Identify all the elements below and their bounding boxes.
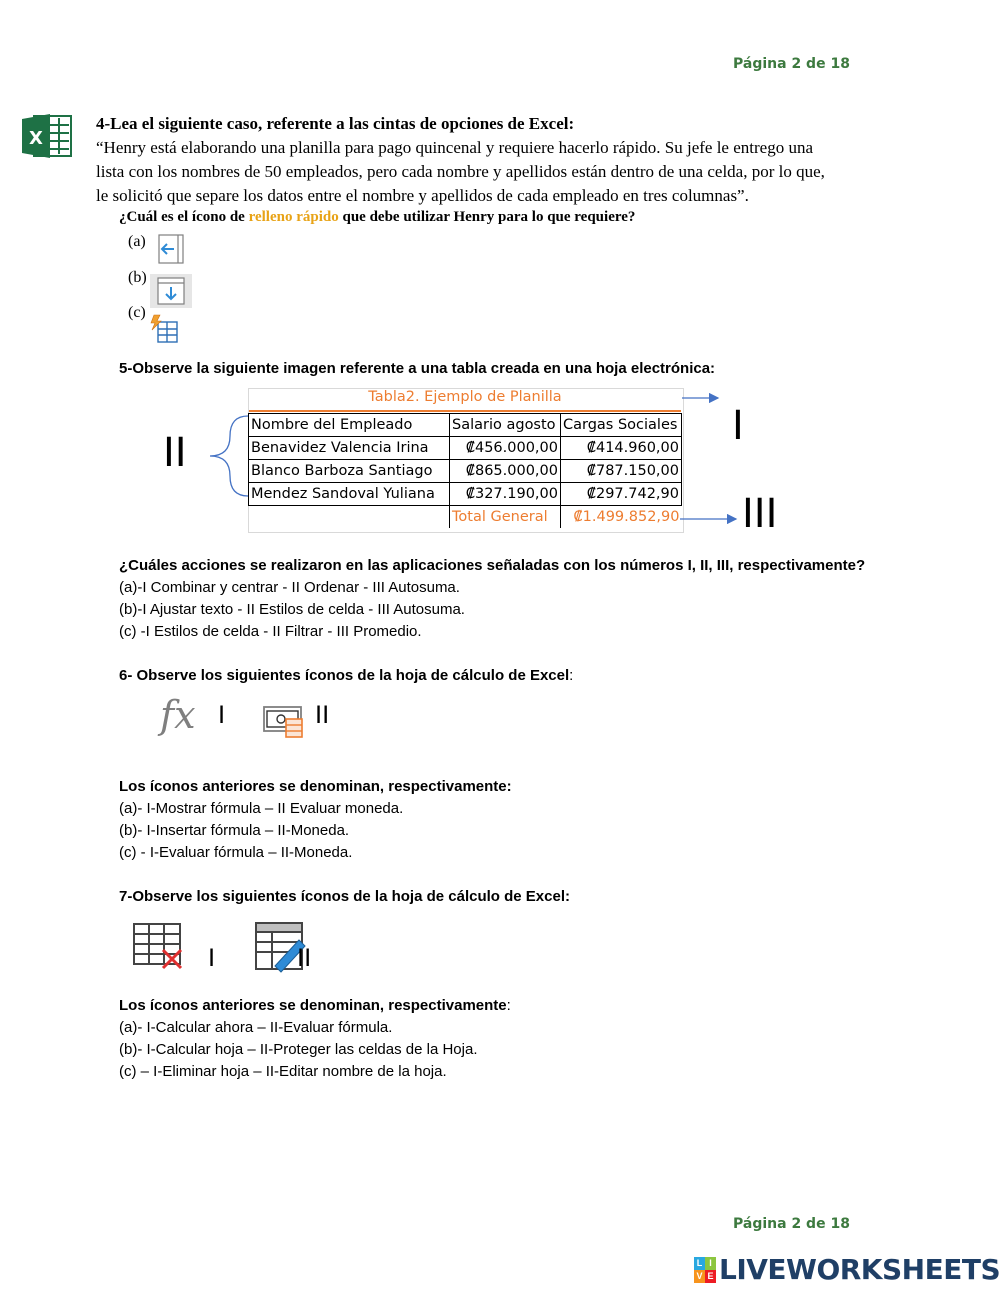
flash-fill-left-icon[interactable] (156, 233, 186, 265)
q7-subtitle (119, 997, 511, 1014)
total-value: ₡1.499.852,90 (561, 506, 682, 529)
q7-subtitle-colon: : (506, 997, 511, 1014)
q6-title-colon: : (569, 667, 574, 684)
q7-option-c: (c) – I-Eliminar hoja – II-Editar nombre de la hoja. (119, 1063, 447, 1080)
annotation-arrows (200, 390, 760, 535)
table-cell: ₡297.742,90 (561, 483, 682, 506)
delete-sheet-icon (131, 920, 187, 972)
q6-option-b: (b)- I-Insertar fórmula – II-Moneda. (119, 822, 350, 839)
currency-format-icon (263, 704, 307, 740)
table-cell: ₡327.190,00 (450, 483, 561, 506)
header-cell: Salario agosto (450, 414, 561, 437)
page-number-bottom: Página 2 de 18 (733, 1216, 850, 1232)
q6-label-i: I (218, 701, 226, 729)
q4-question-post: que debe utilizar Henry para lo que requiere? (338, 209, 636, 225)
planilla-table-title: Tabla2. Ejemplo de Planilla (368, 389, 562, 405)
q7-label-i: I (208, 944, 216, 972)
q4-option-c-label: (c) (128, 304, 146, 321)
q4-title: 4-Lea el siguiente caso, referente a las cintas de opciones de Excel: (96, 114, 575, 133)
table-cell: ₡787.150,00 (561, 460, 682, 483)
fill-down-icon[interactable] (150, 274, 192, 308)
label-i: I (732, 403, 744, 449)
q5-option-b: (b)-I Ajustar texto - II Estilos de celda - III Autosuma. (119, 601, 465, 618)
liveworksheets-logo-text: LIVEWORKSHEETS (719, 1253, 1000, 1286)
svg-text:X: X (29, 128, 43, 149)
q6-subtitle: Los íconos anteriores se denominan, respectivamente: (119, 778, 512, 795)
label-iii: III (742, 491, 778, 537)
q5-option-c: (c) -I Estilos de celda - II Filtrar - III Promedio. (119, 623, 422, 640)
q4-option-b-label: (b) (128, 269, 147, 286)
q4-question (119, 209, 635, 226)
label-ii: II (163, 430, 187, 476)
q4-question-pre: ¿Cuál es el ícono de (119, 209, 249, 225)
q6-label-ii: II (315, 701, 330, 729)
table-cell: ₡865.000,00 (450, 460, 561, 483)
excel-logo-icon (20, 113, 74, 159)
flash-fill-grid-icon[interactable] (148, 314, 180, 346)
q6-option-c: (c) - I-Evaluar fórmula – II-Moneda. (119, 844, 353, 861)
table-cell: ₡414.960,00 (561, 437, 682, 460)
q6-title (119, 667, 573, 684)
q4-text-line-1: “Henry está elaborando una planilla para pago quincenal y requiere hacerlo rápido. Su jefe le entrego una (96, 138, 813, 157)
q7-label-ii: II (297, 944, 312, 972)
q4-option-a-label: (a) (128, 233, 146, 250)
q7-title: 7-Observe los siguientes íconos de la hoja de cálculo de Excel: (119, 888, 570, 905)
table-cell: Mendez Sandoval Yuliana (249, 483, 450, 506)
liveworksheets-badge: L I V E (694, 1257, 716, 1283)
brace-label-ii (210, 416, 248, 496)
q7-subtitle-text: Los íconos anteriores se denominan, respectivamente (119, 997, 507, 1014)
q7-option-b: (b)- I-Calcular hoja – II-Proteger las celdas de la Hoja. (119, 1041, 478, 1058)
page-number-top: Página 2 de 18 (733, 56, 850, 72)
table-cell: ₡456.000,00 (450, 437, 561, 460)
q5-title: 5-Observe la siguiente imagen referente a una tabla creada en una hoja electrónica: (119, 360, 716, 377)
q4-text-line-2: lista con los nombres de 50 empleados, pero cada nombre y apellidos están dentro de una celda, por lo que, (96, 162, 825, 181)
header-cell: Nombre del Empleado (249, 414, 450, 437)
header-cell: Cargas Sociales (561, 414, 682, 437)
q5-question: ¿Cuáles acciones se realizaron en las aplicaciones señaladas con los números I, II, III, respectivamente? (119, 557, 866, 574)
q4-question-highlight: relleno rápido (248, 209, 339, 225)
q6-option-a: (a)- I-Mostrar fórmula – II Evaluar moneda. (119, 800, 404, 817)
q5-option-a: (a)-I Combinar y centrar - II Ordenar - III Autosuma. (119, 579, 460, 596)
q7-option-a: (a)- I-Calcular ahora – II-Evaluar fórmula. (119, 1019, 393, 1036)
insert-function-fx-icon: fx (160, 693, 196, 737)
table-cell: Blanco Barboza Santiago (249, 460, 450, 483)
q6-title-text: 6- Observe los siguientes íconos de la hoja de cálculo de Excel (119, 667, 570, 684)
total-label: Total General (450, 506, 561, 529)
q4-text-line-3: le solicitó que separe los datos entre el nombre y apellidos de cada empleado en tres columnas”. (96, 186, 749, 205)
table-cell: Benavidez Valencia Irina (249, 437, 450, 460)
